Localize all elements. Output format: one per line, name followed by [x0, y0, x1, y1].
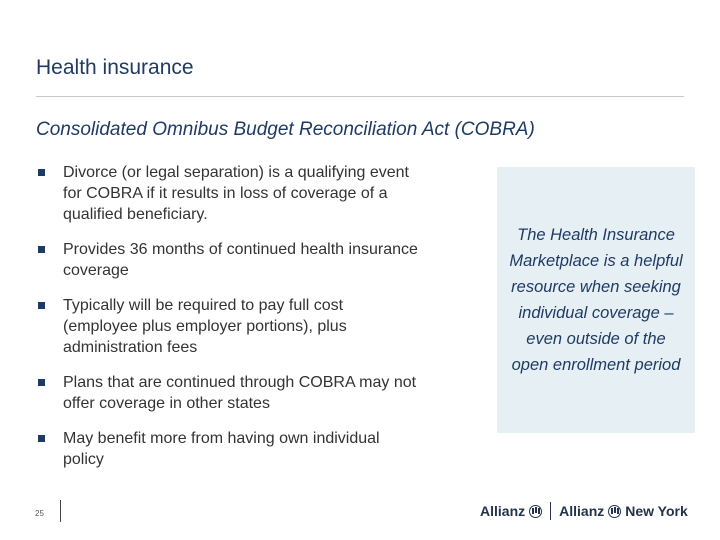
allianz-eagle-icon: [608, 505, 621, 518]
slide-title: Health insurance: [36, 56, 194, 79]
footer-logos: [480, 502, 688, 520]
bullet-square-icon: [38, 302, 45, 309]
bullet-square-icon: [38, 246, 45, 253]
allianz-new-york-logo: [559, 503, 688, 519]
bullet-square-icon: [38, 435, 45, 442]
bullet-item: [38, 162, 418, 225]
bullet-text: Typically will be required to pay full cost (employee plus employer portions), plus administration fees: [63, 297, 347, 356]
bullet-text: May benefit more from having own individual policy: [63, 430, 380, 468]
bullet-square-icon: [38, 379, 45, 386]
page-number: 25: [35, 509, 44, 518]
allianz-ny-logo-text: Allianz: [559, 503, 605, 519]
allianz-eagle-icon: [529, 505, 542, 518]
bullet-list: [38, 162, 418, 484]
marketplace-callout-box: [497, 167, 695, 433]
new-york-text: New York: [625, 503, 688, 519]
bullet-text: Provides 36 months of continued health insurance coverage: [63, 241, 418, 279]
bullet-item: [38, 295, 418, 358]
bullet-text: Plans that are continued through COBRA may not offer coverage in other states: [63, 374, 417, 412]
bullet-square-icon: [38, 169, 45, 176]
title-divider: [36, 96, 684, 97]
slide-subtitle: Consolidated Omnibus Budget Reconciliation Act (COBRA): [36, 119, 535, 140]
page-number-divider: [60, 500, 61, 522]
bullet-item: [38, 372, 418, 414]
bullet-item: [38, 239, 418, 281]
logo-divider: [550, 502, 551, 520]
bullet-item: [38, 428, 418, 470]
allianz-logo-text: Allianz: [480, 503, 526, 519]
allianz-logo: [480, 503, 542, 519]
callout-text: The Health Insurance Marketplace is a helpful resource when seeking individual coverage – even outside of the open enrollment period: [509, 226, 683, 374]
bullet-text: Divorce (or legal separation) is a qualifying event for COBRA if it results in loss of coverage of a qualified beneficiary.: [63, 164, 409, 223]
